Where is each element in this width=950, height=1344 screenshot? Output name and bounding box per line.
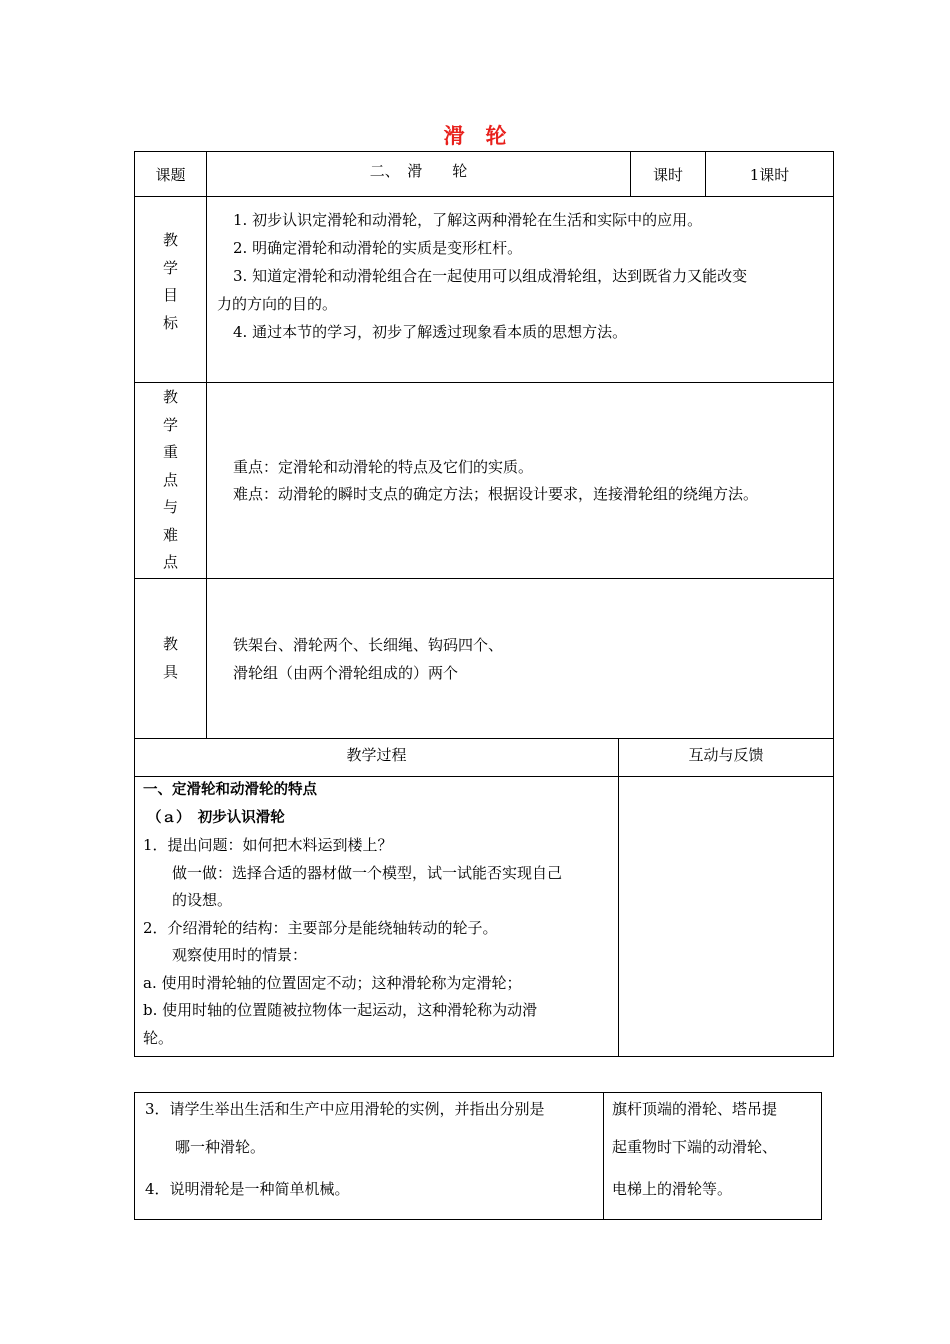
key-point: 重点：定滑轮和动滑轮的特点及它们的实质。: [233, 457, 534, 476]
objectives-label-char: 学: [162, 258, 178, 277]
tools-label-char: 教: [162, 635, 178, 653]
continuation-content: [135, 1093, 604, 1220]
process-content: [135, 777, 619, 1057]
objective-item-continued: 力的方向的目的。: [217, 295, 338, 313]
topic-label: 课题: [135, 152, 207, 197]
objectives-label: [135, 197, 207, 383]
topic-value: 二、 滑 轮: [207, 152, 631, 197]
tool-line: 滑轮组（由两个滑轮组成的）两个: [233, 663, 459, 682]
process-line: b. 使用时轴的位置随被拉物体一起运动，这种滑轮称为动滑: [143, 1001, 538, 1019]
objectives-row: [135, 197, 834, 383]
tool-line: 铁架台、滑轮两个、长细绳、钩码四个、: [233, 635, 504, 654]
process-row: [135, 777, 834, 1057]
feedback-line: 起重物时下端的动滑轮、: [612, 1138, 778, 1156]
process-line: 轮。: [143, 1028, 174, 1047]
difficult-point: 难点：动滑轮的瞬时支点的确定方法；根据设计要求，连接滑轮组的绕绳方法。: [233, 484, 759, 503]
process-line: a. 使用时滑轮轴的位置固定不动；这种滑轮称为定滑轮；: [143, 973, 522, 992]
key-points-label-char: 点: [162, 553, 178, 572]
page-title: 滑 轮: [443, 124, 507, 148]
objectives-label-char: 标: [162, 313, 178, 332]
section-title: 一、定滑轮和动滑轮的特点: [143, 782, 317, 798]
feedback-label: 互动与反馈: [619, 739, 834, 777]
objective-item: 3. 知道定滑轮和动滑轮组合在一起使用可以组成滑轮组，达到既省力又能改变: [233, 267, 748, 285]
key-points-label-char: 与: [162, 498, 178, 517]
process-line: 做一做：选择合适的器材做一个模型，试一试能否实现自己: [157, 863, 563, 882]
objective-item: 2. 明确定滑轮和动滑轮的实质是变形杠杆。: [233, 239, 523, 257]
process-line: 观察使用时的情景：: [157, 946, 308, 964]
process-line: 的设想。: [157, 891, 233, 909]
period-value: 1课时: [706, 152, 834, 197]
tools-content: [207, 579, 834, 739]
key-points-label: [135, 383, 207, 579]
continuation-line: 4．说明滑轮是一种简单机械。: [145, 1180, 350, 1198]
tools-row: [135, 579, 834, 739]
header-row: [135, 152, 834, 197]
feedback-content: [619, 777, 834, 1057]
continuation-row: [135, 1093, 822, 1220]
objectives-label-char: 目: [162, 286, 178, 304]
objective-item: 4. 通过本节的学习，初步了解透过现象看本质的思想方法。: [233, 323, 628, 341]
tools-label-char: 具: [162, 662, 178, 681]
continuation-line: 3．请学生举出生活和生产中应用滑轮的实例，并指出分别是: [145, 1100, 545, 1118]
objectives-label-char: 教: [162, 231, 178, 249]
process-line: 1．提出问题：如何把木料运到楼上？: [143, 836, 393, 854]
tools-label: [135, 579, 207, 739]
key-points-content: [207, 383, 834, 579]
key-points-label-char: 学: [162, 415, 178, 434]
continuation-table: [134, 1092, 822, 1220]
objective-item: 1. 初步认识定滑轮和动滑轮，了解这两种滑轮在生活和实际中的应用。: [233, 211, 703, 229]
key-points-label-char: 重: [162, 443, 178, 462]
lesson-plan-table: [134, 151, 834, 1057]
feedback-line: 电梯上的滑轮等。: [612, 1180, 733, 1198]
process-header-row: [135, 739, 834, 777]
objectives-content: [207, 197, 834, 383]
process-label: 教学过程: [135, 739, 619, 777]
continuation-line: 哪一种滑轮。: [145, 1138, 266, 1156]
key-points-label-char: 难: [162, 525, 178, 544]
process-line: 2．介绍滑轮的结构：主要部分是能绕轴转动的轮子。: [143, 918, 498, 937]
key-points-label-char: 教: [162, 388, 178, 407]
key-points-label-char: 点: [162, 470, 178, 489]
period-label: 课时: [631, 152, 706, 197]
feedback-line: 旗杆顶端的滑轮、塔吊提: [612, 1100, 778, 1118]
continuation-feedback: [604, 1093, 822, 1220]
subsection-title: （ａ） 初步认识滑轮: [147, 809, 285, 826]
key-points-row: [135, 383, 834, 579]
